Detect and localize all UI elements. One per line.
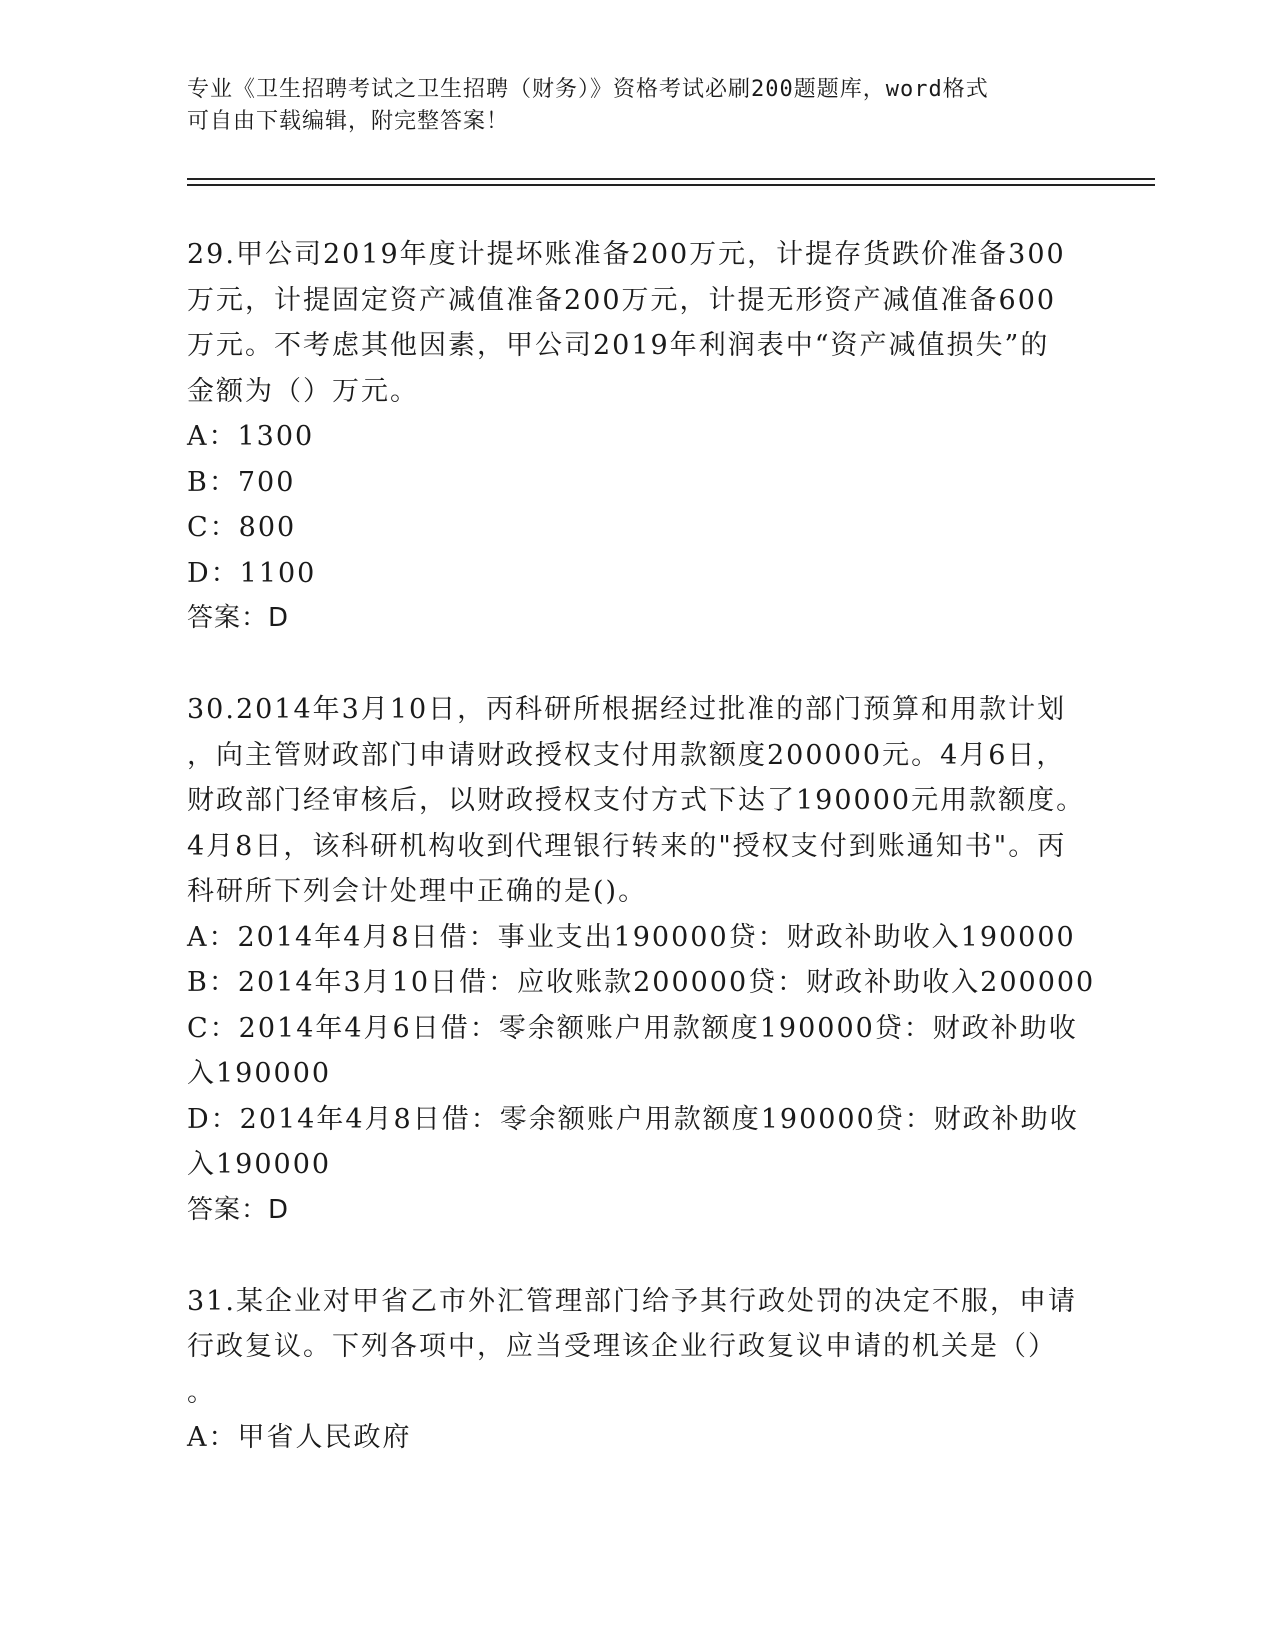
header-line-2: 可自由下载编辑，附完整答案！ xyxy=(187,109,510,134)
option-a: A：2014年4月8日借：事业支出190000贷：财政补助收入190000 xyxy=(187,921,1076,953)
document-header xyxy=(187,74,1067,138)
question-text-line: 30.2014年3月10日，丙科研所根据经过批准的部门预算和用款计划 xyxy=(187,694,1067,725)
header-line-1: 专业《卫生招聘考试之卫生招聘（财务）》资格考试必刷200题题库，word格式 xyxy=(187,77,989,102)
question-text-line: 金额为（）万元。 xyxy=(187,375,419,407)
question-text-line: 29.甲公司2019年度计提坏账准备200万元，计提存货跌价准备300 xyxy=(187,239,1066,270)
option-b: B：700 xyxy=(187,466,296,498)
answer-label: 答案：D xyxy=(187,603,290,633)
question-text-line: 万元。不考虑其他因素，甲公司2019年利润表中“资产减值损失”的 xyxy=(187,330,1050,361)
question-30 xyxy=(187,687,1096,1233)
question-text-line: 31.某企业对甲省乙市外汇管理部门给予其行政处罚的决定不服，申请 xyxy=(187,1285,1077,1317)
question-list xyxy=(187,232,1096,1461)
option-c: C：800 xyxy=(187,512,297,543)
option-a: A：1300 xyxy=(187,421,315,452)
option-a: A：甲省人民政府 xyxy=(187,1422,412,1453)
question-text-line: 。 xyxy=(187,1376,216,1408)
header-divider-bottom xyxy=(187,184,1155,186)
option-c-continued: 入190000 xyxy=(187,1058,332,1089)
answer-label: 答案：D xyxy=(187,1194,290,1225)
question-31 xyxy=(187,1279,1087,1461)
option-d: D：2014年4月8日借：零余额账户用款额度190000贷：财政补助收 xyxy=(187,1103,1079,1135)
question-text-line: 财政部门经审核后，以财政授权支付方式下达了190000元用款额度。 xyxy=(187,785,1086,816)
question-text-line: 行政复议。下列各项中，应当受理该企业行政复议申请的机关是（） xyxy=(187,1331,1057,1362)
option-b: B：2014年3月10日借：应收账款200000贷：财政补助收入200000 xyxy=(187,967,1096,998)
question-spacer xyxy=(187,1233,1087,1279)
header-divider-top xyxy=(187,178,1155,180)
question-text-line: ，向主管财政部门申请财政授权支付用款额度200000元。4月6日， xyxy=(187,739,1066,771)
option-d-continued: 入190000 xyxy=(187,1149,332,1180)
option-c: C：2014年4月6日借：零余额账户用款额度190000贷：财政补助收 xyxy=(187,1012,1078,1044)
question-text-line: 万元，计提固定资产减值准备200万元，计提无形资产减值准备600 xyxy=(187,284,1057,316)
question-text-line: 科研所下列会计处理中正确的是()。 xyxy=(187,876,648,907)
question-spacer xyxy=(187,642,1087,688)
question-29 xyxy=(187,232,1087,642)
question-text-line: 4月8日，该科研机构收到代理银行转来的"授权支付到账通知书"。丙 xyxy=(187,830,1067,862)
option-d: D：1100 xyxy=(187,557,317,589)
